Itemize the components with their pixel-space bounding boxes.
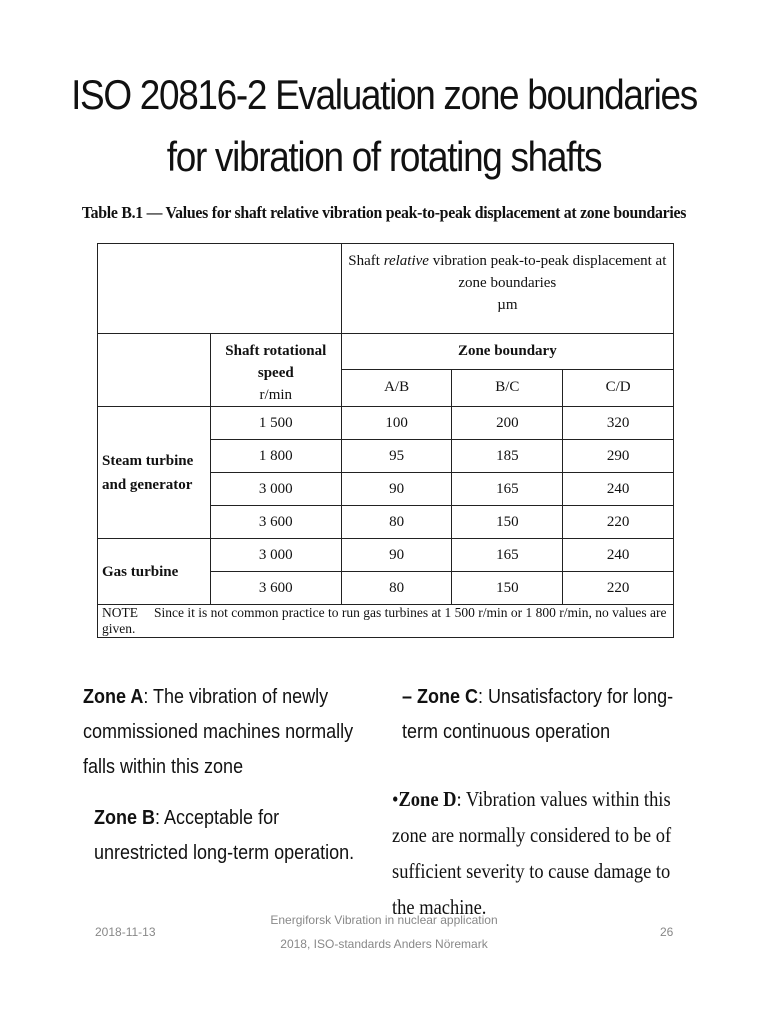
ab-cell: 80 xyxy=(341,572,452,605)
bc-cell: 150 xyxy=(452,506,563,539)
speed-cell: 1 500 xyxy=(210,407,341,440)
speed-header-label: Shaft rotational speed xyxy=(225,343,327,381)
machine-gas-turbine: Gas turbine xyxy=(98,539,211,605)
speed-header xyxy=(210,334,341,407)
ab-cell: 80 xyxy=(341,506,452,539)
cd-cell: 240 xyxy=(563,539,674,572)
speed-header-unit: r/min xyxy=(259,387,293,403)
bc-cell: 200 xyxy=(452,407,563,440)
empty-header-cell xyxy=(98,244,342,334)
footer-center xyxy=(234,908,534,956)
zone-boundary-header: Zone boundary xyxy=(341,334,673,370)
table-row xyxy=(98,407,674,440)
zone-b-description xyxy=(94,801,364,871)
zone-c-label: Zone C xyxy=(417,686,479,708)
table-note xyxy=(98,605,674,638)
bc-cell: 150 xyxy=(452,572,563,605)
zone-b-label: Zone B xyxy=(94,807,156,829)
zone-col-cd: C/D xyxy=(563,369,674,406)
ab-cell: 95 xyxy=(341,440,452,473)
machine-steam-turbine: Steam turbine and generator xyxy=(98,407,211,539)
page-number: 26 xyxy=(660,925,674,939)
empty-machine-header xyxy=(98,334,211,407)
speed-cell: 3 000 xyxy=(210,539,341,572)
speed-cell: 3 600 xyxy=(210,506,341,539)
header-rest: vibration peak-to-peak displacement at zone boundaries xyxy=(428,253,667,291)
zone-c-text: : Unsatisfactory for long- term continuous operation xyxy=(402,686,674,743)
cd-cell: 320 xyxy=(563,407,674,440)
zone-d-label: Zone D xyxy=(398,787,457,811)
ab-cell: 100 xyxy=(341,407,452,440)
slide-title xyxy=(46,64,722,188)
zone-b-text: : Acceptable for unrestricted long-term operation. xyxy=(94,807,355,864)
zone-c-prefix: – xyxy=(402,686,418,708)
bc-cell: 165 xyxy=(452,539,563,572)
zone-a-description xyxy=(83,680,389,785)
vibration-zone-table xyxy=(97,243,674,638)
displacement-header xyxy=(341,244,673,334)
speed-cell: 3 000 xyxy=(210,473,341,506)
ab-cell: 90 xyxy=(341,473,452,506)
note-label: NOTE xyxy=(102,605,138,620)
ab-cell: 90 xyxy=(341,539,452,572)
header-italic: relative xyxy=(383,253,429,269)
zone-d-text: : Vibration values within this zone are normally considered to be of sufficient severity to cause damage to the machine. xyxy=(392,787,672,919)
title-line-2: for vibration of rotating shafts xyxy=(166,133,602,180)
bc-cell: 185 xyxy=(452,440,563,473)
cd-cell: 220 xyxy=(563,506,674,539)
bc-cell: 165 xyxy=(452,473,563,506)
cd-cell: 240 xyxy=(563,473,674,506)
header-prefix: Shaft xyxy=(348,253,384,269)
speed-cell: 1 800 xyxy=(210,440,341,473)
cd-cell: 220 xyxy=(563,572,674,605)
footer-date: 2018-11-13 xyxy=(95,925,156,939)
zone-col-bc: B/C xyxy=(452,369,563,406)
cd-cell: 290 xyxy=(563,440,674,473)
note-text: Since it is not common practice to run gas turbines at 1 500 r/min or 1 800 r/min, no values are given. xyxy=(102,605,667,636)
title-line-1: ISO 20816-2 Evaluation zone boundaries xyxy=(71,71,697,118)
speed-cell: 3 600 xyxy=(210,572,341,605)
zone-c-description xyxy=(402,680,690,750)
footer-line-1: Energiforsk Vibration in nuclear application xyxy=(270,913,498,927)
table-caption: Table B.1 — Values for shaft relative vibration peak-to-peak displacement at zone boundaries xyxy=(81,203,687,222)
footer-line-2: 2018, ISO-standards Anders Nöremark xyxy=(280,937,488,951)
zone-d-description xyxy=(392,781,682,925)
zone-col-ab: A/B xyxy=(341,369,452,406)
zone-a-text: : The vibration of newly commissioned machines normally falls within this zone xyxy=(83,686,354,778)
table-row xyxy=(98,539,674,572)
zone-d-bullet: • xyxy=(392,787,399,811)
header-unit: µm xyxy=(497,297,518,313)
zone-a-label: Zone A xyxy=(83,686,144,708)
